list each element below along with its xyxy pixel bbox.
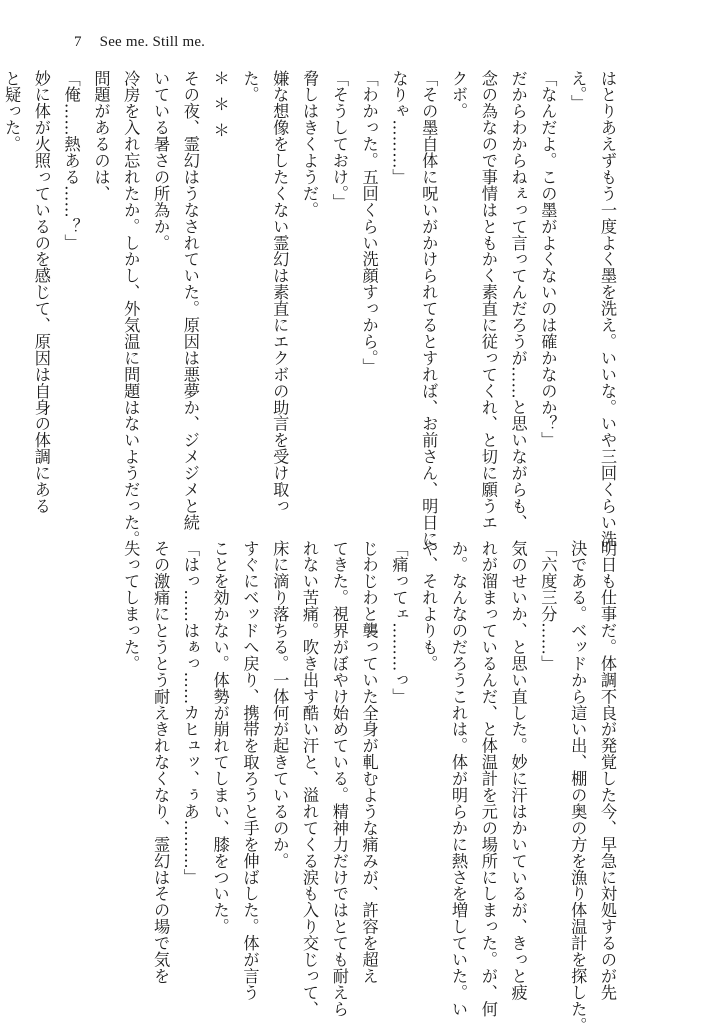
running-header [74,34,205,51]
text-line: た。 [240,70,260,103]
text-line: 「六度三分……」 [538,540,558,672]
text-line: クボ。 [449,70,469,120]
text-line: 念の為なので事情はともかく素直に従ってくれ、と切に願うエ [478,70,498,531]
text-line: その夜、霊幻はうなされていた。原因は悪夢か、ジメジメと続 [180,70,200,531]
text-line: 問題があるのは、 [91,70,111,202]
text-line: 気のせいか、と思い直した。妙に汗はかいているが、きっと疲 [508,540,528,1001]
text-line: すぐにベッドへ戻り、携帯を取ろうと手を伸ばした。体が言う [240,540,260,1001]
text-line: 冷房を入れ忘れたか。しかし、外気温に問題はないようだった。 [121,70,141,548]
text-line: や、それよりも。 [419,540,439,672]
section-break: ＊＊＊ [210,70,230,148]
text-line: 「その墨自体に呪いがかけられてるとすれば、お前さん、明日に [419,70,439,548]
text-line: じわじわと襲っていた全身が軋むような痛みが、許容を超え [359,540,379,985]
text-line: てきた。視界がぼやけ始めている。精神力だけではとても耐えら [329,540,349,1018]
text-line: 決である。ベッドから這い出、棚の奥の方を漁り体温計を探した。 [568,540,588,1034]
text-line: 嫌な想像をしたくない霊幻は素直にエクボの助言を受け取っ [270,70,290,515]
text-line: 「そうしておけ。」 [329,70,349,210]
text-line: か。なんなのだろうこれは。体が明らかに熱さを増していた。い [449,540,469,1018]
text-line: 「痛ってェ………っ」 [389,540,409,705]
text-line: なりゃ………」 [389,70,409,186]
text-line: 妙に体が火照っているのを感じて、原因は自身の体調にある [31,70,51,515]
text-line: 明日も仕事だ。体調不良が発覚した今、早急に対処するのが先 [598,540,617,1001]
text-line: え。」 [568,70,588,112]
text-line: いている暑さの所為か。 [151,70,171,251]
text-line: れない苦痛。吹き出す酷い汗と、溢れてくる涙も入り交じって、 [300,540,320,1018]
text-block-top [0,70,622,548]
text-line: その激痛にとうとう耐えきれなくなり、霊幻はその場で気を [151,540,171,985]
text-line: ことを効かない。体勢が崩れてしまい、膝をついた。 [210,540,230,935]
text-line: 「なんだよ。この墨がよくないのは確かなのか？」 [538,70,558,449]
page-number: 7 [74,34,82,50]
text-line: だからわからねぇって言ってんだろうが……と思いながらも、 [508,70,528,531]
text-line: はとりあえずもう一度よく墨を洗え。いいな。いや三回くらい洗 [598,70,617,548]
text-line: れが溜まっているんだ、と体温計を元の場所にしまった。が、何 [478,540,498,1018]
text-line: 脅しはきくようだ。 [300,70,320,219]
text-line: 床に滴り落ちる。一体何が起きているのか。 [270,540,290,869]
book-title: See me. Still me. [99,34,206,50]
text-line: 「俺……熱ある……？」 [61,70,81,251]
text-line: と疑った。 [2,70,22,153]
text-line: 失ってしまった。 [121,540,141,672]
text-line: 「はっ……はぁっ……カヒュッ、ぅあ………」 [180,540,200,886]
text-block-bottom [115,540,622,1034]
text-line: 「わかった。五回くらい洗顔すっから。」 [359,70,379,375]
